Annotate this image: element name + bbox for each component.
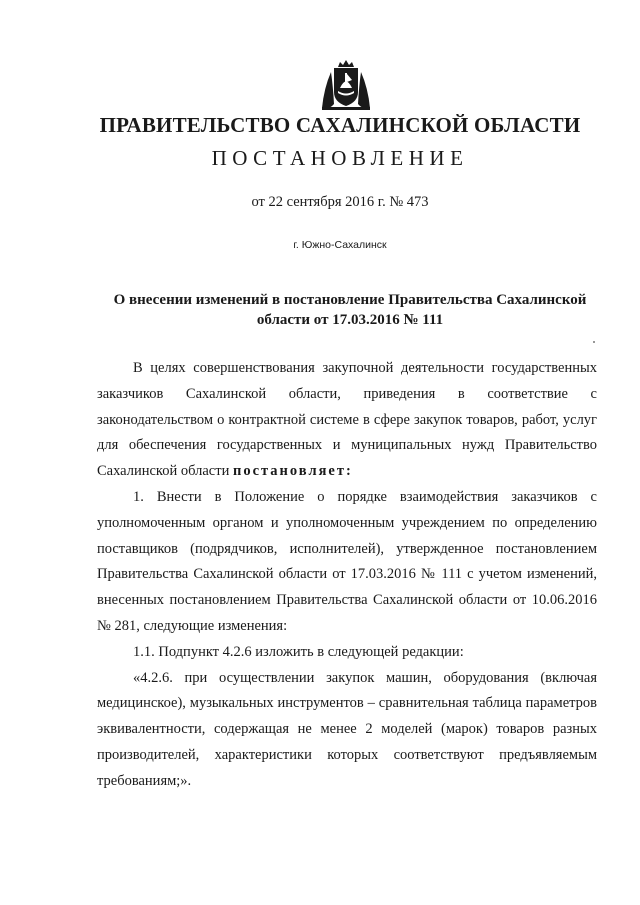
document-subject [100, 290, 600, 330]
document-body [97, 356, 597, 795]
item-1-paragraph: 1. Внести в Положение о порядке взаимодействия заказчиков с уполномоченным органом и уполномоченным учреждением по определению поставщиков (подрядчиков, исполнителей), утвержденное постановлением Правительства Сахалинской области от 17.03.2016 № 111 с учетом изменений, внесенных постановлением Правительства Сахалинской области от 10.06.2016 № 281, следующие изменения: [97, 488, 597, 634]
preamble-text: В целях совершенствования закупочной деятельности государственных заказчиков Сахалинской области, приведения в соответствие с законодательством о контрактной системе в сфере закупок товаров, работ, услуг для обеспечения государственных и муниципальных нужд Правительство Сахалинской области [97, 360, 597, 480]
decree-word: постановляет: [232, 463, 353, 480]
document-date-number: от 22 сентября 2016 г. № 473 [251, 194, 429, 210]
government-title: ПРАВИТЕЛЬСТВО САХАЛИНСКОЙ ОБЛАСТИ [99, 113, 581, 137]
subject-line-2: области от 17.03.2016 № 111 [256, 312, 444, 328]
document-city: г. Южно-Сахалинск [293, 239, 387, 251]
subject-line-1: О внесении изменений в постановление Правительства Сахалинской [113, 292, 587, 308]
quoted-subclause-paragraph: «4.2.6. при осуществлении закупок машин, оборудования (включая медицинское), музыкальных инструментов – сравнительная таблица параметров эквивалентности, содержащая не менее 2 моделей (марок) товаров разных производителей, характеристики которых соответствуют предъявляемым требованиям;». [97, 669, 597, 789]
item-1-1-paragraph: 1.1. Подпункт 4.2.6 изложить в следующей редакции: [133, 643, 464, 660]
coat-of-arms-icon [319, 58, 373, 112]
scan-speck [593, 341, 595, 343]
preamble-paragraph [97, 356, 597, 485]
document-type: ПОСТАНОВЛЕНИЕ [211, 146, 469, 170]
